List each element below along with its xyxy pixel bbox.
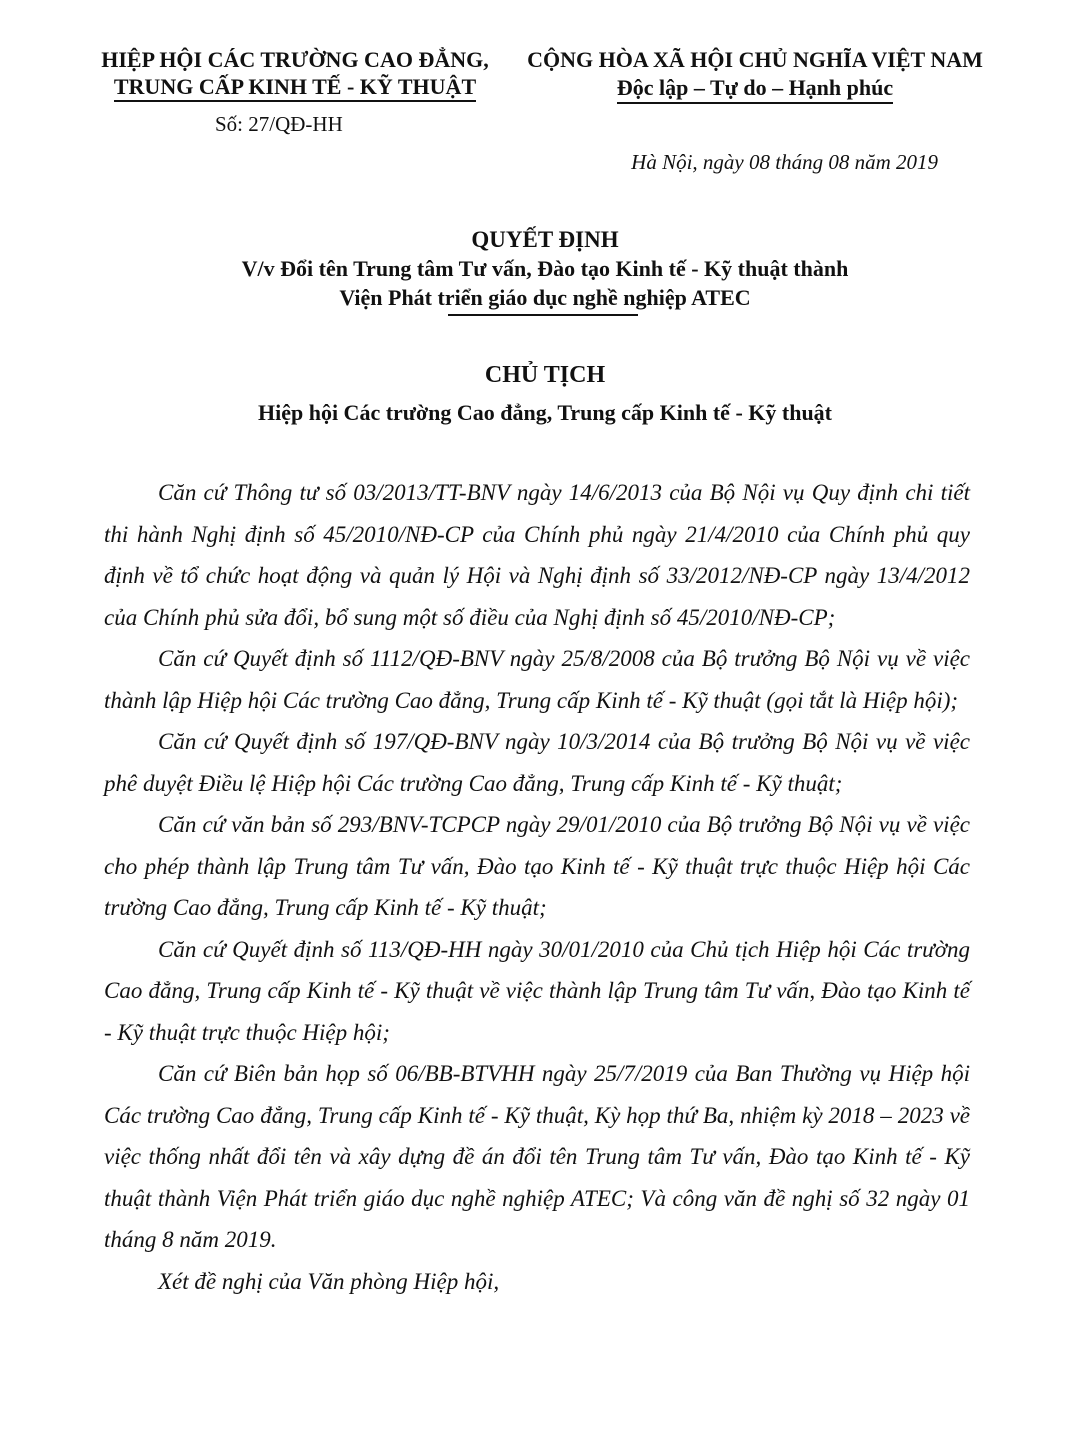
title-divider <box>448 314 638 316</box>
legal-basis-paragraph: Căn cứ văn bản số 293/BNV-TCPCP ngày 29/01/2010 của Bộ trưởng Bộ Nội vụ về việc cho phép thành lập Trung tâm Tư vấn, Đào tạo Kinh tế - Kỹ thuật trực thuộc Hiệp hội Các trường Cao đẳng, Trung cấp Kinh tế - Kỹ thuật; <box>104 812 970 920</box>
decision-heading: QUYẾT ĐỊNH <box>471 227 619 252</box>
issuer-title: CHỦ TỊCH <box>484 362 606 388</box>
national-header <box>515 46 995 104</box>
issuing-organization <box>70 46 520 102</box>
legal-basis-paragraph: Xét đề nghị của Văn phòng Hiệp hội, <box>158 1268 500 1294</box>
decision-subject-line-2: Viện Phát triển giáo dục nghề nghiệp ATEC <box>339 285 751 310</box>
document-number: Số: 27/QĐ-HH <box>215 112 343 136</box>
org-line-1: HIỆP HỘI CÁC TRƯỜNG CAO ĐẲNG, <box>101 47 489 72</box>
legal-basis-paragraph: Căn cứ Thông tư số 03/2013/TT-BNV ngày 14/6/2013 của Bộ Nội vụ Quy định chi tiết thi hành Nghị định số 45/2010/NĐ-CP của Chính phủ ngày 21/4/2010 của Chính phủ quy định về tổ chức hoạt động và quản lý Hội và Nghị định số 33/2012/NĐ-CP ngày 13/4/2012 của Chính phủ sửa đổi, bổ sung một số điều của Nghị định số 45/2010/NĐ-CP; <box>104 480 970 630</box>
legal-basis-paragraph: Căn cứ Quyết định số 113/QĐ-HH ngày 30/01/2010 của Chủ tịch Hiệp hội Các trường Cao đẳng, Trung cấp Kinh tế - Kỹ thuật về việc thành lập Trung tâm Tư vấn, Đào tạo Kinh tế - Kỹ thuật trực thuộc Hiệp hội; <box>104 936 970 1045</box>
legal-basis-paragraph: Căn cứ Quyết định số 197/QĐ-BNV ngày 10/3/2014 của Bộ trưởng Bộ Nội vụ về việc phê duyệt Điều lệ Hiệp hội Các trường Cao đẳng, Trung cấp Kinh tế - Kỹ thuật; <box>104 729 970 796</box>
issuer-block <box>120 356 970 432</box>
org-line-2: TRUNG CẤP KINH TẾ - KỸ THUẬT <box>114 73 476 102</box>
legal-basis <box>104 472 970 1302</box>
national-motto: Độc lập – Tự do – Hạnh phúc <box>617 74 893 104</box>
decision-title <box>120 225 970 312</box>
legal-basis-paragraph: Căn cứ Quyết định số 1112/QĐ-BNV ngày 25/8/2008 của Bộ trưởng Bộ Nội vụ về việc thành lập Hiệp hội Các trường Cao đẳng, Trung cấp Kinh tế - Kỹ thuật (gọi tắt là Hiệp hội); <box>104 646 970 713</box>
issuer-organization: Hiệp hội Các trường Cao đẳng, Trung cấp Kinh tế - Kỹ thuật <box>257 400 833 425</box>
issue-date: Hà Nội, ngày 08 tháng 08 năm 2019 <box>631 150 938 174</box>
nation-name: CỘNG HÒA XÃ HỘI CHỦ NGHĨA VIỆT NAM <box>527 47 983 72</box>
decision-subject-line-1: V/v Đổi tên Trung tâm Tư vấn, Đào tạo Kinh tế - Kỹ thuật thành <box>241 256 849 281</box>
legal-basis-paragraph: Căn cứ Biên bản họp số 06/BB-BTVHH ngày 25/7/2019 của Ban Thường vụ Hiệp hội Các trường Cao đẳng, Trung cấp Kinh tế - Kỹ thuật, Kỳ họp thứ Ba, nhiệm kỳ 2018 – 2023 về việc thống nhất đổi tên và xây dựng đề án đổi tên Trung tâm Tư vấn, Đào tạo Kinh tế - Kỹ thuật thành Viện Phát triển giáo dục nghề nghiệp ATEC; Và công văn đề nghị số 32 ngày 01 tháng 8 năm 2019. <box>104 1061 970 1252</box>
